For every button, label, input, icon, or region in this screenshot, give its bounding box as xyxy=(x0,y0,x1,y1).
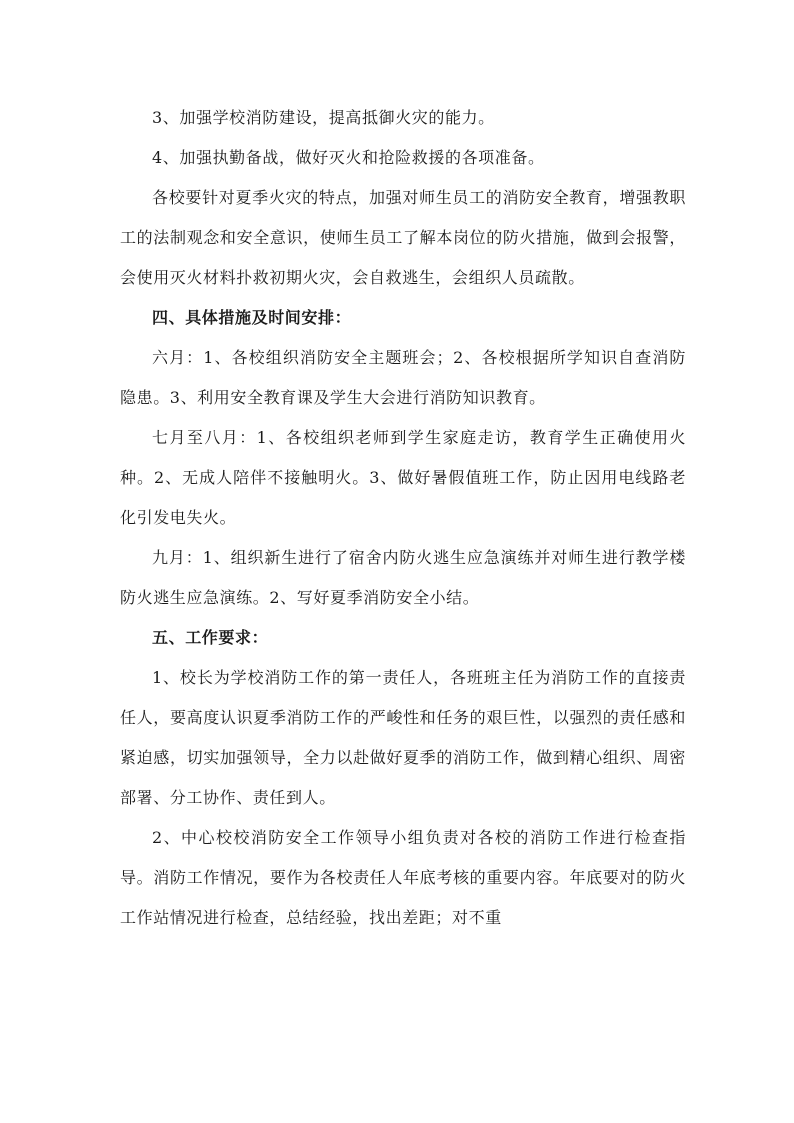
paragraph-july-august: 七月至八月：1、各校组织老师到学生家庭走访，教育学生正确使用火种。2、无成人陪伴不接触明火。3、做好暑假值班工作，防止因用电线路老化引发电失火。 xyxy=(120,428,686,527)
paragraph-education: 各校要针对夏季火灾的特点，加强对师生员工的消防安全教育，增强教职工的法制观念和安全意识，使师生员工了解本岗位的防火措施，做到会报警，会使用灭火材料扑救初期火灾，会自救逃生，会组织人员疏散。 xyxy=(120,188,686,287)
paragraph-requirement-2: 2、中心校校消防安全工作领导小组负责对各校的消防工作进行检查指导。消防工作情况，要作为各校责任人年底考核的重要内容。年底要对的防火工作站情况进行检查，总结经验，找出差距；对不重 xyxy=(120,828,686,927)
paragraph-september: 九月：1、组织新生进行了宿舍内防火逃生应急演练并对师生进行教学楼防火逃生应急演练。2、写好夏季消防安全小结。 xyxy=(120,548,686,607)
paragraph-requirement-1: 1、校长为学校消防工作的第一责任人，各班班主任为消防工作的直接责任人，要高度认识夏季消防工作的严峻性和任务的艰巨性，以强烈的责任感和紧迫感，切实加强领导，全力以赴做好夏季的消防工作，做到精心组织、周密部署、分工协作、责任到人。 xyxy=(120,668,686,807)
section-heading-measures: 四、具体措施及时间安排： xyxy=(152,308,352,327)
paragraph-june: 六月：1、各校组织消防安全主题班会；2、各校根据所学知识自查消防隐患。3、利用安全教育课及学生大会进行消防知识教育。 xyxy=(120,348,686,407)
document-body xyxy=(120,98,686,938)
section-heading-requirements: 五、工作要求： xyxy=(152,628,269,647)
paragraph-item-4: 4、加强执勤备战，做好灭火和抢险救援的各项准备。 xyxy=(152,148,545,167)
paragraph-item-3: 3、加强学校消防建设，提高抵御火灾的能力。 xyxy=(152,108,495,127)
